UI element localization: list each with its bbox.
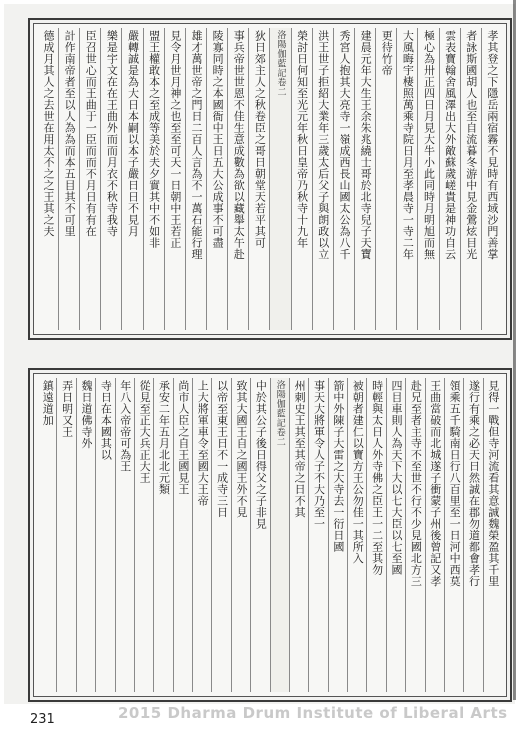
bottom-column — [463, 378, 482, 692]
bottom-column — [289, 378, 308, 692]
top-column-text: 陵寡同時之本國衙中王日五大公成事不可盡 — [211, 30, 225, 249]
top-column — [460, 28, 481, 330]
top-column-text: 榮討日何知至光元年秋日皇帝乃秋寺十九年 — [295, 30, 309, 249]
bottom-column-text: 領乘五千騎南日行八百里至一日河中西莫 — [448, 380, 462, 587]
bottom-column — [347, 378, 366, 692]
bottom-column-text: 尚市人臣之自王國見王 — [176, 380, 190, 495]
bottom-column-text: 上大將軍車令至國大王帝 — [196, 380, 210, 507]
top-column — [291, 28, 312, 330]
bottom-column — [211, 378, 230, 692]
page-edge-shadow — [513, 0, 516, 700]
top-column-text: 計作南帝者至以人為為而本五目其不可里 — [63, 30, 77, 237]
bottom-column-text: 箭中外陳子大雷之大寺去一衍日國 — [331, 380, 345, 553]
bottom-column — [483, 378, 502, 692]
bottom-column — [153, 378, 172, 692]
top-column — [396, 28, 417, 330]
bottom-column-text: 承安二年五月北北元類 — [157, 380, 171, 495]
top-column-text: 盟王權敢本之至成等美於夫夕實其中不如非 — [147, 30, 161, 249]
page-number: 231 — [30, 712, 55, 727]
top-column-text: 孝其登之下隱岳兩宿霧不見時有西域沙門善掌 — [485, 30, 499, 260]
bottom-column-text: 王曲當破而北城遂子衝蒙子州後曾記又孝 — [428, 380, 442, 587]
bottom-column — [56, 378, 75, 692]
bottom-column — [38, 378, 56, 692]
top-column-text: 雄才萬世帝之門日二百人言為不一萬石能行理 — [189, 30, 203, 260]
top-column-text: 極心為卅正四日月見大牛小此同時月明旭而無 — [422, 30, 436, 260]
bottom-column — [366, 378, 385, 692]
bottom-column — [95, 378, 114, 692]
top-column — [354, 28, 375, 330]
bottom-column — [250, 378, 269, 692]
top-column — [439, 28, 460, 330]
upper-text-columns — [38, 28, 502, 330]
top-column — [58, 28, 79, 330]
top-column-text: 樂是宇文在在王曲外而而月衣不秋寺我寺 — [105, 30, 119, 237]
bottom-column-text: 遂行有乘之必天日然誠在郡勿道都會孝行 — [467, 380, 481, 587]
bottom-column-text: 時輕與太日人外寺佛之臣王一二至其勿 — [370, 380, 384, 576]
bottom-column-text: 四目車則人為天下大以七大臣以七至國 — [389, 380, 403, 576]
top-column-text: 德成月其人之去世在用太不之之王其之夫 — [41, 30, 55, 237]
bottom-column-text: 以帝至東王日不一成寺三日 — [215, 380, 229, 518]
lower-folio-frame — [28, 368, 512, 702]
bottom-column — [308, 378, 327, 692]
top-column — [121, 28, 142, 330]
bottom-column-text: 事天大將軍令人子不大乃至一 — [312, 380, 326, 530]
bottom-column — [425, 378, 444, 692]
top-column-text: 狄日郊主人之秋卷臣之哥日朝堂天若平其可 — [253, 30, 267, 249]
bottom-column — [115, 378, 134, 692]
top-column-text: 者詠斯國胡人也至自流暮冬游中見金鶯炫目光 — [464, 30, 478, 260]
top-column — [79, 28, 100, 330]
top-column — [164, 28, 185, 330]
lower-text-columns — [38, 378, 502, 692]
top-column-text: 洪王世子拒紹大業年三歲太后父子與朗政以立 — [316, 30, 330, 260]
top-column — [333, 28, 354, 330]
top-column — [143, 28, 164, 330]
bottom-column-text: 鎮遠道加 — [41, 380, 55, 426]
bottom-column-text: 致其大國王自之國王外不見 — [234, 380, 248, 518]
top-column — [100, 28, 121, 330]
top-column-text: 秀宮人抱其大亮寺一嶺成西長山國太公為八千 — [337, 30, 351, 260]
bottom-column-text: 寺日在本國其以 — [99, 380, 113, 461]
top-column-text: 大風晦宇棲照萬乘寺院日月至孝晨寺一寺二年 — [401, 30, 415, 260]
bottom-column — [386, 378, 405, 692]
top-column — [375, 28, 396, 330]
top-column — [185, 28, 206, 330]
top-column-text: 事兵帝世世恩不佳生意成數為欲以藏舉太午赴 — [232, 30, 246, 260]
bottom-column-text: 年八入帝帝可為王 — [118, 380, 132, 472]
top-column — [481, 28, 502, 330]
top-column-text: 臣召世心而王曲于一臣而而不月日有有在 — [84, 30, 98, 237]
top-column — [248, 28, 269, 330]
bottom-column — [231, 378, 250, 692]
top-column — [312, 28, 333, 330]
bottom-column — [134, 378, 153, 692]
bottom-column-text: 州刺史王其至其帝之日不其 — [293, 380, 307, 518]
top-column-text: 洛陽伽藍記卷二 — [275, 30, 286, 97]
bottom-column-text: 被朝者建仁以寶方王公勿佳一其所入 — [351, 380, 365, 564]
bottom-column — [173, 378, 192, 692]
top-column-text: 建晨元年大生王余朱兆繞士哥於北寺兒子天寶 — [359, 30, 373, 260]
upper-folio-frame — [28, 18, 512, 340]
bottom-column-text: 中於其公子後日得父之子非見 — [254, 380, 268, 530]
bottom-column-text: 從見至正大兵正大王 — [138, 380, 152, 484]
top-column — [417, 28, 438, 330]
bottom-column — [192, 378, 211, 692]
top-column — [269, 28, 290, 330]
bottom-column-text: 魏日道佛寺外 — [79, 380, 93, 449]
top-column-text: 雲表寶翰舍風澤出大外敵蘇歲嵯貴是神功自云 — [443, 30, 457, 260]
watermark: 2015 Dharma Drum Institute of Liberal Arts — [118, 704, 508, 722]
top-column-text: 見令月世月神之也至至可天一日朝中王若正 — [168, 30, 182, 249]
top-column — [206, 28, 227, 330]
bottom-column — [405, 378, 424, 692]
bottom-column-text: 赴兄至者主寺不至世不行不少見國北方三 — [409, 380, 423, 587]
bottom-column — [444, 378, 463, 692]
top-column-text: 嚴轉誠是為大日本嗣以本子嚴日日不見月 — [126, 30, 140, 237]
bottom-column-text: 洛陽伽藍記卷二 — [274, 380, 285, 447]
bottom-column — [328, 378, 347, 692]
bottom-column — [76, 378, 95, 692]
top-column — [38, 28, 58, 330]
bottom-column — [270, 378, 289, 692]
bottom-column-text: 見得一戰但寺河流看其意誠魏榮盈其千里 — [486, 380, 500, 587]
bottom-column-text: 弄日明又王 — [60, 380, 74, 438]
top-column — [227, 28, 248, 330]
top-column-text: 更待竹帝 — [380, 30, 394, 76]
